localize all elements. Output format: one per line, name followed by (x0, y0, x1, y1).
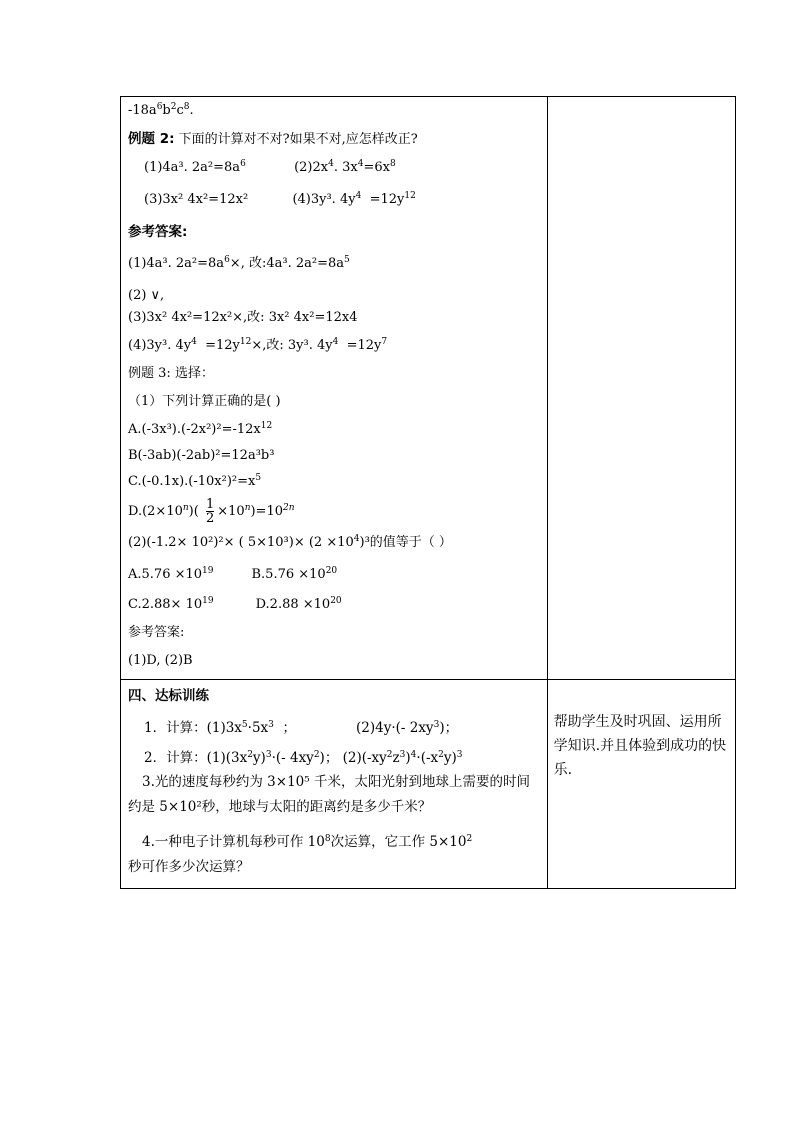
option-d: $D.(2\times 10^n)$( $\frac{1}{2}$ $\times 10^n)=10^{2n}$ (128, 497, 295, 526)
lesson-table (120, 96, 736, 889)
side-note: 帮助学生及时巩固、运用所学知识.并且体验到成功的快乐. (553, 714, 727, 778)
example2-title: 例题 2: 下面的计算对不对?如果不对,应怎样改正? (128, 131, 418, 147)
answer-2: (2) ∨, (128, 288, 165, 303)
result-line: $-18a^6b^2c^8$. (128, 102, 194, 118)
practice-item-1: 1．计算：$(1)3x^5\cdot 5x^3$ ； (2)4y·(- $2xy^3$)； (144, 720, 459, 736)
option-a: $A.(-3x^3).(-2x^2)^2=-12x^{12}$ (128, 421, 273, 437)
answer-1: (1)4a³. $2a^2=8a^6\times$, 改:4a³. $2a^2=8a^5$ (128, 255, 350, 271)
answer-label: 参考答案: (128, 224, 188, 240)
options-row-1: $A.5.76 \times 10^{19}$ $B.5.76 \times 10^{20}$ (128, 566, 338, 582)
option-c: $C.(-0.1x).(-10x^2)^2=x^5$ (128, 473, 262, 489)
table-row (121, 97, 736, 680)
table-row (121, 680, 736, 889)
answer-3: (3)3x² 4x²=12x²×,改: 3x² 4x²=12x4 (128, 310, 358, 325)
notes-cell (547, 680, 735, 889)
practice-heading: 四、达标训练 (128, 688, 209, 704)
practice-cell (121, 680, 548, 889)
question-1: （1）下列计算正确的是( ) (128, 394, 281, 409)
option-b: B(-3ab)(-2ab)²=12a³b³ (128, 448, 275, 463)
answer-4: (4)3y³. $4y^4 =12y^{12}\times$,改: 3y³. $4y^4 =12y^7$ (128, 337, 388, 353)
practice-item-2: 2．计算：$(1)(3x^2y)^3\cdot(-$ $4xy^2$)； $(2)(-xy^2z^3)^4\cdot(-x^2y)^3$ (144, 750, 463, 766)
example2-items-2: (3)3x² 4x²=12x² (4)3y³. $4y^4 =12y^{12}$ (144, 191, 416, 207)
fraction-one-half: $\frac{1}{2}$ (205, 497, 215, 526)
example3-title: 例题 3: 选择： (128, 366, 214, 381)
options-row-2: $C.2.88\times 10^{19}$ $D.2.88 \times 10^{20}$ (128, 596, 342, 612)
answer-label-2: 参考答案: (128, 625, 185, 640)
question-2: (2)(-1.2× 10²)²× ( $5\times 10^3)\times (2 \times 10^4)^3$的值等于（ ） (128, 534, 452, 550)
practice-item-4: 4.一种电子计算机每秒可作 $10^8$次运算，它工作 $5\times 10^2$ 秒可作多少次运算？ (128, 834, 473, 875)
final-answers: (1)D, (2)B (128, 653, 193, 668)
examples-cell (121, 97, 548, 680)
notes-cell-empty (547, 97, 735, 680)
example2-items-1: (1)4a³. $2a^2=8a^6$ $(2)2x^4$. $3x^4=6x^8$ (144, 159, 396, 175)
practice-item-3: 3.光的速度每秒约为 3×10⁵ 千米，太阳光射到地球上需要的时间约是 5×10²秒，地球与太阳的距离约是多少千米？ (128, 774, 530, 815)
